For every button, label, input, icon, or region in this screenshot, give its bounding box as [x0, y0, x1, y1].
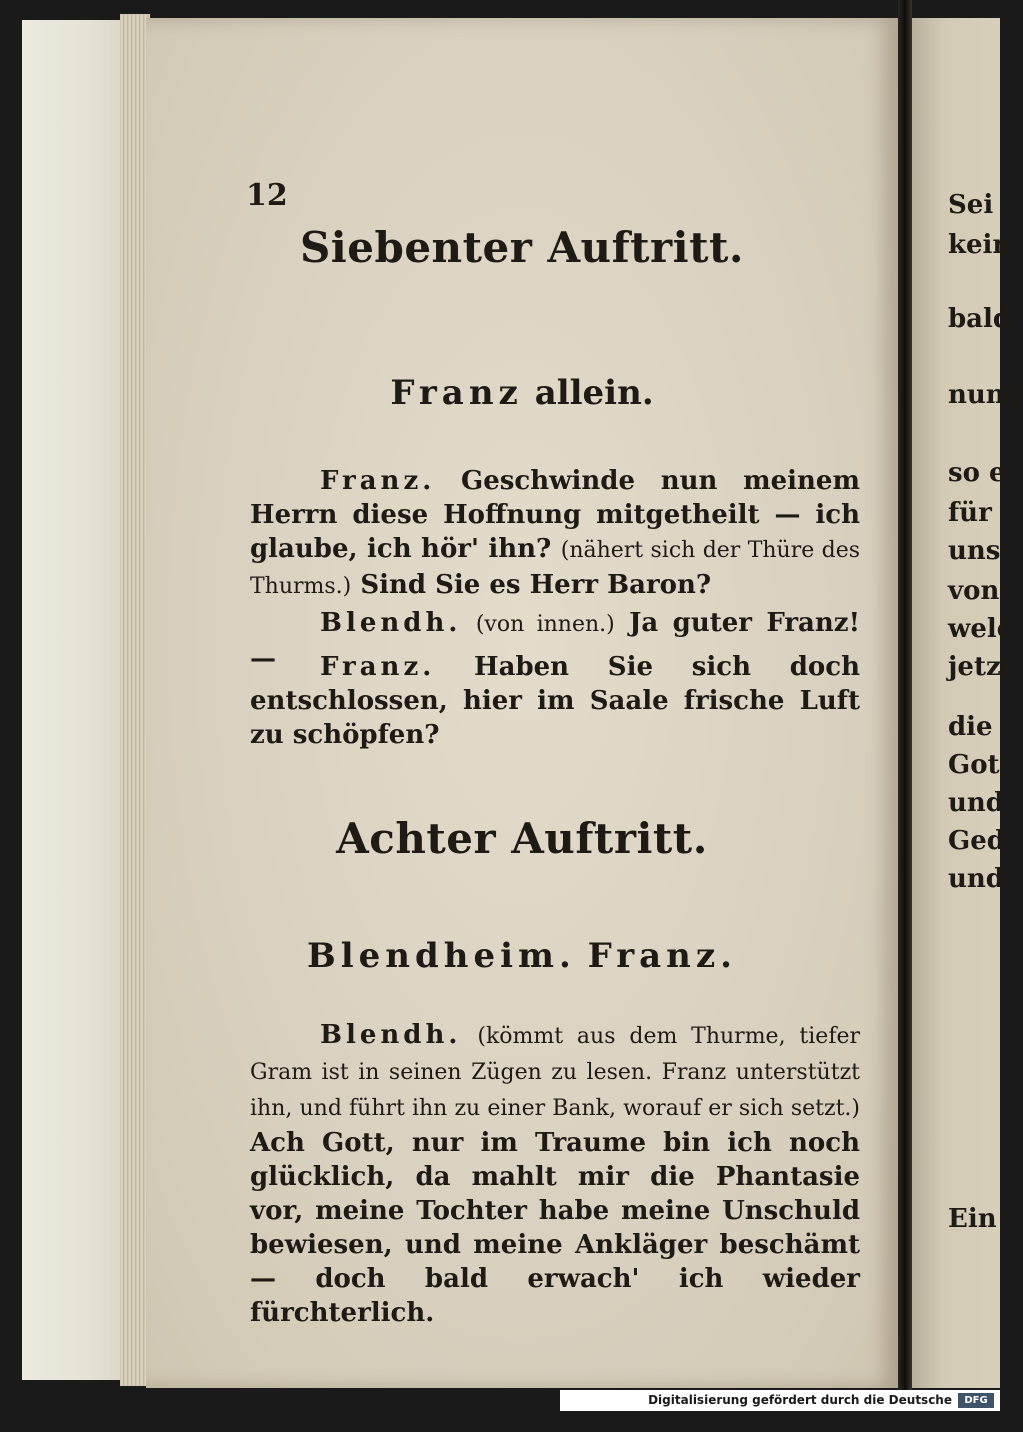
text-fragment: von: [948, 576, 1000, 606]
text-fragment: so e: [948, 458, 1006, 488]
character-name: Franz.: [587, 936, 738, 976]
dialogue-paragraph: [250, 464, 860, 604]
character-name: Franz: [390, 373, 523, 413]
scene-title-8: Achter Auftritt.: [336, 814, 708, 863]
text-fragment: Ged: [948, 826, 1005, 856]
text-fragment: für: [948, 498, 992, 528]
stage-direction: (kömmt aus dem Thurme, tiefer Gram ist in seinen Zügen zu lesen. Franz unterstützt ihn, und führt ihn zu einer Bank, worauf er sich setzt.): [250, 1024, 860, 1121]
scene-title-7: Siebenter Auftritt.: [299, 223, 745, 272]
scene-characters-8: [146, 936, 898, 976]
dialogue-paragraph: [250, 1018, 860, 1330]
dialogue-text: Ja guter Franz! —: [250, 608, 860, 674]
text-fragment: und: [948, 788, 1004, 818]
page-number: 12: [246, 178, 288, 213]
text-fragment: nung: [948, 380, 1023, 410]
dialogue-text: Geschwinde nun meinem Herrn diese Hoffnung mitgetheilt — ich glaube, ich hör' ihn?: [250, 466, 860, 564]
character-note: allein.: [534, 373, 654, 413]
text-fragment: und: [948, 864, 1004, 894]
text-fragment: Sei: [948, 190, 994, 220]
book-page: [146, 18, 898, 1388]
dialogue-paragraph: [250, 650, 860, 752]
text-fragment: uns: [948, 536, 1001, 566]
text-fragment: welc: [948, 614, 1013, 644]
text-fragment: Got: [948, 750, 1000, 780]
text-fragment: die: [948, 712, 993, 742]
stage-direction: (nähert sich der Thüre des Thurms.): [250, 538, 860, 599]
speaker-label: Blendh.: [320, 608, 462, 638]
dialogue-text: Haben Sie sich doch entschlossen, hier im Saale frische Luft zu schöpfen?: [250, 652, 860, 750]
dialogue-text: Ach Gott, nur im Traume bin ich noch glücklich, da mahlt mir die Phantasie vor, meine Tochter habe meine Unschuld bewiesen, und meine Ankläger beschämt — doch bald erwach' ich wieder fürchterlich.: [250, 1128, 860, 1328]
stage-direction: (von innen.): [475, 612, 615, 637]
book-gutter: [898, 0, 912, 1411]
scene-characters-7: [146, 373, 898, 413]
digitization-footer: [560, 1390, 1000, 1428]
dialogue-text: Sind Sie es Herr Baron?: [360, 570, 712, 600]
facing-page-right: [912, 18, 1023, 1388]
text-fragment: bald: [948, 304, 1012, 334]
text-fragment: Ein: [948, 1204, 997, 1234]
text-fragment: jetzt: [948, 652, 1013, 682]
character-name: Blendheim.: [306, 936, 576, 976]
speaker-label: Blendh.: [320, 1020, 462, 1050]
footer-text: Digitalisierung gefördert durch die Deutsche Forschungsgemeinschaft -: [648, 1393, 952, 1428]
speaker-label: Franz.: [320, 652, 436, 682]
text-fragment: kein: [948, 230, 1012, 260]
speaker-label: Franz.: [320, 466, 436, 496]
dfg-logo: DFG: [958, 1393, 994, 1408]
facing-page-edge: [22, 20, 132, 1380]
